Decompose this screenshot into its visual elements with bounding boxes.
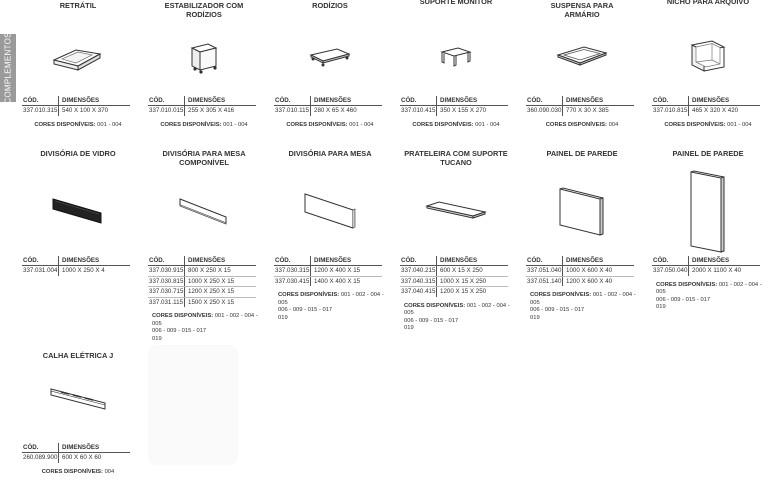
color-codes: 001 - 004	[727, 121, 752, 128]
available-colors	[22, 469, 134, 477]
spec-row	[22, 453, 130, 463]
color-codes: 001 - 004	[97, 121, 122, 128]
dimensions-header: DIMENSÕES	[314, 257, 352, 264]
cod-header: CÓD.	[274, 256, 311, 265]
product-code: 337.031.115	[148, 298, 185, 308]
modular-desk-divider-icon	[148, 170, 260, 252]
color-codes: 006 - 009 - 015 - 017	[530, 307, 585, 313]
cod-header: CÓD.	[526, 256, 563, 265]
color-codes: 001 - 002 - 004 - 005	[530, 292, 636, 306]
color-codes: 001 - 002 - 004 - 005	[404, 302, 510, 316]
spec-row	[400, 287, 508, 297]
product-code: 337.030.715	[149, 288, 184, 295]
section-tab-label: COMPLEMENTOS	[3, 32, 13, 104]
product-dimensions: 800 X 250 X 15	[188, 267, 231, 274]
product-code: 337.010.015	[149, 107, 184, 114]
product-card	[400, 0, 512, 480]
product-code: 337.051.140	[527, 277, 562, 285]
dimensions-header: DIMENSÕES	[188, 97, 226, 104]
spec-row	[526, 266, 634, 277]
product-code: 337.010.315	[23, 107, 58, 114]
spec-table-header	[526, 256, 634, 266]
product-title: DIVISÓRIA DE VIDRO	[40, 149, 116, 158]
spec-table	[526, 256, 634, 286]
product-title: PAINEL DE PAREDE	[672, 149, 744, 158]
product-title: DIVISÓRIA PARA MESA	[288, 149, 372, 158]
product-title: SUPORTE MONITOR	[419, 0, 493, 6]
product-code: 337.030.415	[275, 277, 310, 285]
product-title: DIVISÓRIA PARA MESA COMPONÍVEL	[162, 149, 246, 167]
product-card	[22, 0, 134, 480]
product-dimensions: 1000 X 600 X 40	[566, 267, 613, 274]
dimensions-header: DIMENSÕES	[440, 97, 478, 104]
spec-row	[400, 266, 508, 277]
color-codes: 004	[608, 121, 619, 128]
product-dimensions: 1000 X 250 X 15	[188, 277, 235, 285]
dimensions-header: DIMENSÕES	[566, 97, 604, 104]
product-code: 360.090.030	[527, 107, 562, 114]
product-code: 337.030.815	[149, 277, 184, 285]
color-codes: 001 - 002 - 004 - 005	[278, 292, 384, 306]
color-codes: 001 - 004	[349, 121, 374, 128]
product-title: ESTABILIZADOR COM RODÍZIOS	[164, 1, 244, 19]
product-title: RODÍZIOS	[312, 1, 348, 10]
product-dimensions: 600 X 15 X 250	[440, 267, 483, 274]
product-title: NICHO PARA ARQUIVO	[666, 0, 750, 6]
product-code: 337.010.815	[653, 107, 688, 114]
product-dimensions: 1400 X 400 X 15	[314, 277, 361, 285]
product-title: PRATELEIRA COM SUPORTE TUCANO	[404, 149, 508, 167]
cod-header: CÓD.	[22, 96, 59, 105]
colors-label: CORES DISPONÍVEIS:	[545, 121, 607, 128]
color-codes: 019	[404, 325, 414, 331]
color-codes: 001 - 002 - 004 - 005	[152, 313, 258, 327]
available-colors	[400, 303, 516, 333]
desk-divider-icon	[274, 170, 386, 252]
color-codes: 001 - 004	[475, 121, 500, 128]
product-code: 337.040.315	[401, 277, 436, 285]
product-dimensions: 465 X 320 X 420	[692, 107, 739, 114]
color-codes: 006 - 009 - 015 - 017	[152, 328, 207, 334]
colors-label: CORES DISPONÍVEIS:	[286, 121, 348, 128]
product-dimensions: 1000 X 250 X 4	[62, 267, 105, 274]
wall-panel-icon	[526, 170, 638, 252]
spec-table-header	[400, 256, 508, 266]
product-code: 337.030.315	[275, 267, 310, 274]
spec-table	[148, 256, 256, 307]
product-dimensions: 1200 X 250 X 15	[188, 288, 235, 295]
cod-header: CÓD.	[400, 96, 437, 105]
product-code: 337.040.215	[401, 267, 436, 274]
color-codes: 006 - 009 - 015 - 017	[656, 296, 711, 303]
colors-label: CORES DISPONÍVEIS:	[34, 121, 96, 128]
product-dimensions: 600 X 60 X 60	[62, 454, 102, 461]
product-dimensions: 1000 X 15 X 250	[440, 277, 487, 285]
product-dimensions: 350 X 155 X 270	[440, 107, 487, 114]
colors-label: CORES DISPONÍVEIS:	[530, 292, 592, 298]
spec-table	[22, 443, 130, 463]
spec-table-header	[22, 443, 130, 453]
colors-label: CORES DISPONÍVEIS:	[152, 313, 214, 319]
dimensions-header: DIMENSÕES	[188, 257, 226, 264]
color-codes: 019	[152, 335, 162, 342]
spec-row	[274, 266, 382, 277]
product-code: 337.010.415	[401, 107, 436, 114]
color-codes: 001 - 002 - 004 - 005	[656, 281, 762, 295]
available-colors	[148, 313, 264, 343]
available-colors	[274, 292, 390, 322]
cod-header: CÓD.	[652, 256, 689, 265]
cod-header: CÓD.	[400, 256, 437, 265]
product-code: 337.051.040	[527, 267, 562, 274]
dimensions-header: DIMENSÕES	[62, 444, 100, 451]
product-dimensions: 770 X 30 X 385	[566, 107, 609, 114]
product-card	[148, 0, 260, 480]
dimensions-header: DIMENSÕES	[62, 97, 100, 104]
color-codes: 019	[530, 314, 540, 321]
spec-row	[400, 277, 508, 288]
product-dimensions: 540 X 100 X 370	[62, 107, 109, 114]
product-title: CALHA ELÉTRICA J	[42, 351, 114, 360]
color-codes: 019	[278, 314, 288, 321]
spec-row	[148, 298, 256, 308]
product-card	[526, 0, 638, 480]
product-card	[274, 0, 386, 480]
spec-table	[400, 256, 508, 297]
cod-header: CÓD.	[148, 256, 185, 265]
section-tab	[0, 34, 16, 102]
colors-label: CORES DISPONÍVEIS:	[278, 292, 340, 298]
product-code: 337.050.040	[653, 267, 688, 274]
product-code: 337.030.915	[149, 267, 184, 274]
product-dimensions: 2000 X 1100 X 40	[692, 267, 742, 274]
product-code: 337.031.004	[23, 267, 58, 274]
product-title: RETRÁTIL	[59, 1, 97, 10]
colors-label: CORES DISPONÍVEIS:	[404, 302, 466, 309]
product-title: SUSPENSA PARA ARMÁRIO	[550, 1, 614, 19]
spec-table	[652, 256, 760, 276]
color-codes: 001 - 004	[223, 121, 248, 128]
colors-label: CORES DISPONÍVEIS:	[41, 468, 103, 475]
product-title: PAINEL DE PAREDE	[546, 149, 618, 158]
spec-table	[274, 256, 382, 286]
product-code: 260.089.900	[23, 454, 58, 461]
spec-row	[148, 266, 256, 277]
color-codes: 019	[656, 304, 666, 310]
dimensions-header: DIMENSÕES	[692, 97, 730, 104]
dimensions-header: DIMENSÕES	[692, 257, 730, 264]
dimensions-header: DIMENSÕES	[566, 257, 604, 264]
colors-label: CORES DISPONÍVEIS:	[160, 121, 222, 128]
spec-table-header	[652, 256, 760, 266]
cod-header: CÓD.	[526, 96, 563, 105]
spec-table-header	[148, 256, 256, 266]
color-codes: 004	[104, 468, 115, 475]
cod-header: CÓD.	[652, 96, 689, 105]
cod-header: CÓD.	[22, 443, 59, 452]
spec-row	[652, 266, 760, 276]
shelf-icon	[400, 170, 512, 252]
available-colors	[526, 292, 642, 322]
spec-row	[274, 277, 382, 287]
tall-wall-panel-icon	[652, 170, 764, 252]
product-dimensions: 1200 X 400 X 15	[314, 267, 361, 274]
spec-row	[148, 277, 256, 288]
product-dimensions: 1200 X 15 X 250	[440, 288, 487, 295]
product-card	[652, 0, 764, 480]
colors-label: CORES DISPONÍVEIS:	[664, 121, 726, 128]
product-code: 337.010.115	[274, 106, 311, 116]
dimensions-header: DIMENSÕES	[62, 257, 100, 264]
spec-table-header	[274, 256, 382, 266]
product-dimensions: 1500 X 250 X 15	[188, 298, 235, 306]
available-colors	[652, 282, 768, 312]
color-codes: 006 - 009 - 015 - 017	[404, 317, 459, 324]
product-dimensions: 255 X 305 X 416	[188, 107, 235, 114]
colors-label: CORES DISPONÍVEIS:	[412, 121, 474, 128]
spec-row	[526, 277, 634, 287]
cable-tray-icon	[22, 370, 134, 428]
dimensions-header: DIMENSÕES	[440, 257, 478, 264]
product-dimensions: 280 X 65 X 460	[314, 107, 357, 114]
cod-header: CÓD.	[22, 256, 59, 265]
spec-row	[148, 287, 256, 298]
product-code: 337.040.415	[401, 288, 436, 295]
dimensions-header: DIMENSÕES	[314, 97, 352, 104]
product-dimensions: 1200 X 600 X 40	[566, 277, 613, 285]
cod-header: CÓD.	[148, 96, 185, 105]
color-codes: 006 - 009 - 015 - 017	[278, 307, 333, 313]
colors-label: CORES DISPONÍVEIS:	[656, 281, 718, 288]
cod-header: CÓD.	[274, 96, 311, 105]
